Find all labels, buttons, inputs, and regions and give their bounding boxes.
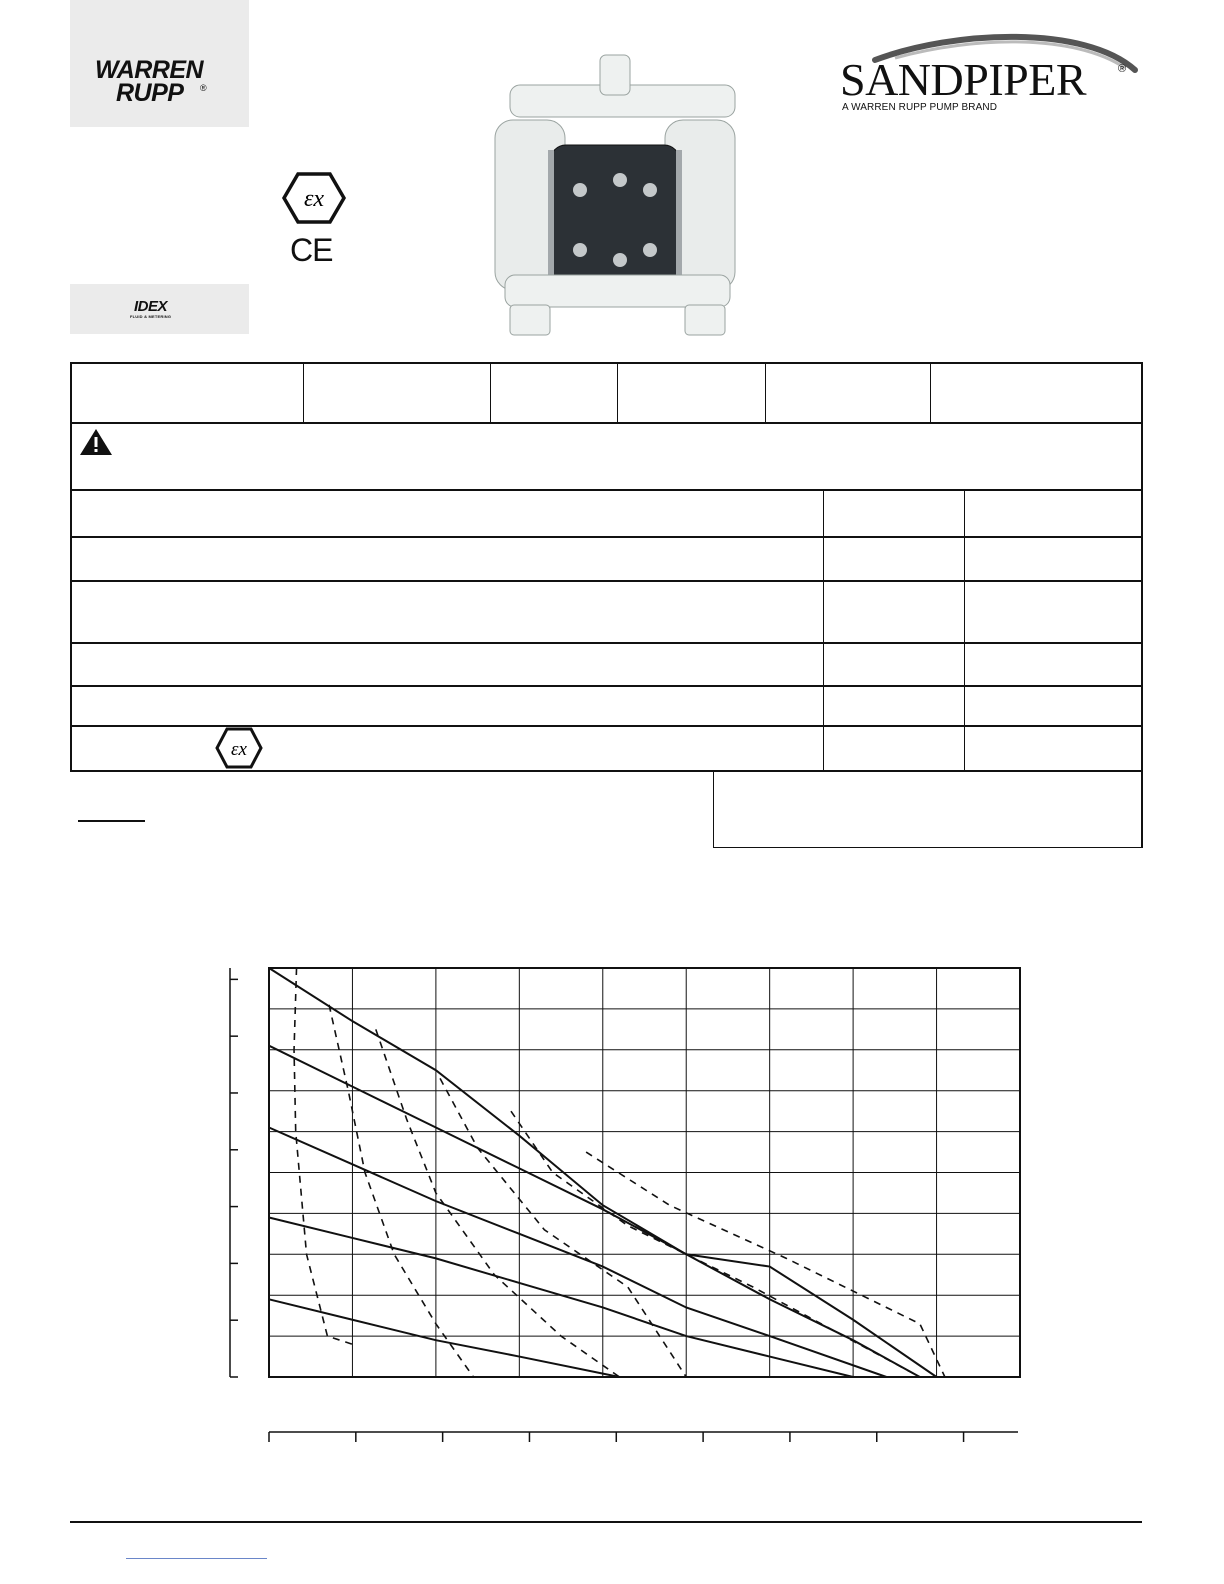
- warning-triangle-icon: [79, 428, 113, 456]
- header-col-divider: [617, 362, 618, 423]
- warren-rupp-reg-mark: ®: [200, 83, 207, 93]
- row-divider: [70, 580, 1143, 582]
- warren-rupp-logo-line1: WARREN: [95, 56, 204, 84]
- spec-col-divider: [823, 489, 824, 771]
- atex-symbol-text: εx: [303, 186, 325, 212]
- warren-rupp-logo: [70, 0, 249, 127]
- chart-dashed-series-line: [586, 1152, 945, 1377]
- sandpiper-reg-mark: ®: [1118, 63, 1127, 75]
- note-box: [713, 770, 1142, 848]
- atex-row-icon: [215, 727, 263, 769]
- idex-mark: IDEX: [134, 298, 168, 315]
- row-divider: [70, 536, 1143, 538]
- chart-dashed-series-line: [376, 1029, 620, 1377]
- header-col-divider: [930, 362, 931, 423]
- spec-col-divider: [964, 489, 965, 771]
- header-col-divider: [765, 362, 766, 423]
- chart-dashed-series-line: [511, 1111, 920, 1377]
- pump-photo-icon: [490, 50, 745, 345]
- ce-mark: CE: [290, 232, 333, 268]
- header-col-divider: [490, 362, 491, 423]
- warren-rupp-logo-line2: RUPP: [116, 79, 184, 107]
- idex-logo: [70, 284, 249, 334]
- sandpiper-wordmark: SANDPIPER: [840, 54, 1087, 105]
- section-underline: [78, 820, 145, 822]
- row-divider: [70, 489, 1143, 491]
- row-divider: [70, 422, 1143, 424]
- chart-dashed-series-line: [294, 968, 352, 1344]
- chart-solid-series-line: [269, 1299, 619, 1377]
- performance-curve-chart: [220, 960, 1030, 1450]
- header-col-divider: [303, 362, 304, 423]
- chart-dashed-series-line: [329, 1005, 473, 1377]
- chart-dashed-series-line: [440, 1078, 686, 1377]
- footer-link-underline[interactable]: [126, 1558, 267, 1559]
- row-divider: [70, 642, 1143, 644]
- idex-sub: FLUID & METERING: [130, 314, 172, 319]
- table-border-top: [70, 362, 1143, 364]
- sandpiper-logo: [835, 30, 1145, 120]
- footer-rule: [70, 1521, 1142, 1523]
- row-divider: [70, 685, 1143, 687]
- atex-ex-icon: [282, 172, 346, 224]
- chart-solid-series-line: [269, 1046, 920, 1377]
- atex-row-symbol: εx: [231, 739, 247, 760]
- sandpiper-tagline: A WARREN RUPP PUMP BRAND: [842, 102, 998, 113]
